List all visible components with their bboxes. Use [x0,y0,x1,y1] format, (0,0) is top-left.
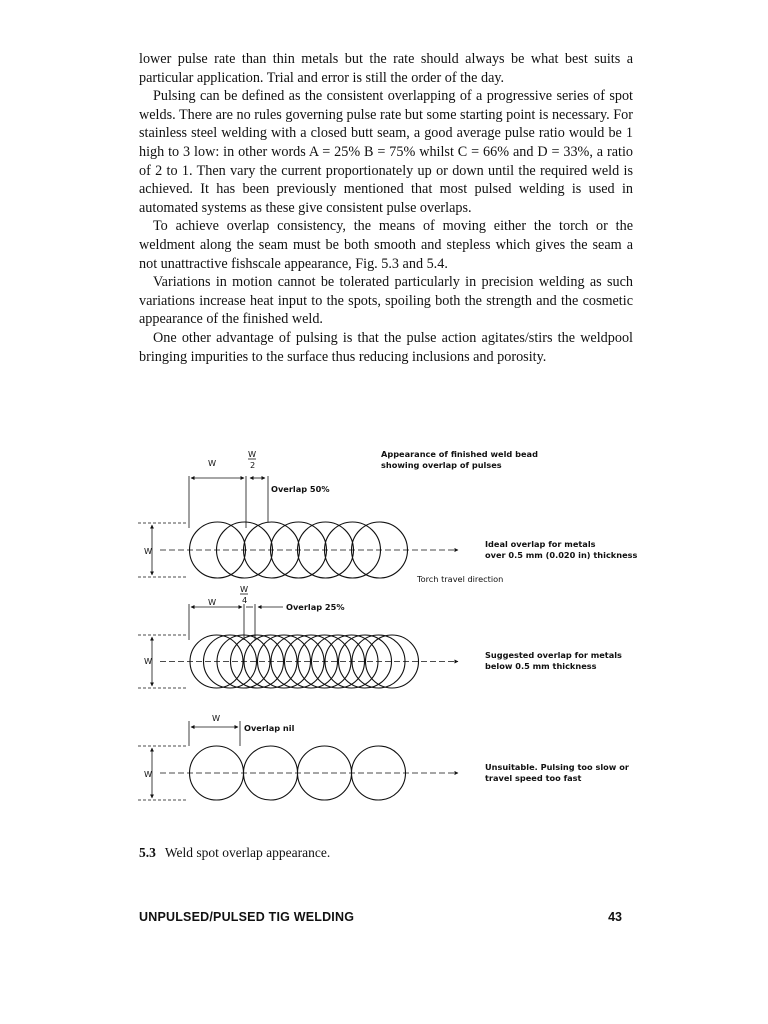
row2-bead-width-label: W [144,656,153,666]
row2-quarter-width-den: 4 [242,595,248,605]
paragraph-3: To achieve overlap consistency, the means of moving either the torch or the weldment along the seam must be both smooth and stepless which gives the seam a not unattractive fishscale appearance, Fig. 5.3 and 5.4. [139,218,633,272]
body-text [139,50,633,366]
figure-caption [139,845,330,861]
figure-title-line2: showing overlap of pulses [381,460,502,470]
row2-width-label: W [208,597,217,607]
row2-note-line2: below 0.5 mm thickness [485,661,597,671]
row1-overlap-label: Overlap 50% [271,484,330,494]
row1-note-line1: Ideal overlap for metals [485,539,596,549]
paragraph-4: Variations in motion cannot be tolerated particularly in precision welding as such variations increase heat input to the spots, spoiling both the strength and the cosmetic appearance of the finished weld. [139,274,633,328]
figure-number: 5.3 [139,845,156,860]
weld-overlap-figure [138,440,638,825]
row3-note-line2: travel speed too fast [485,773,582,783]
paragraph-1: lower pulse rate than thin metals but the rate should always be what best suits a particular application. Trial and error is still the order of the day. [139,51,633,86]
weld-overlap-diagram [138,440,638,825]
row2-overlap-label: Overlap 25% [286,602,345,612]
row3-overlap-label: Overlap nil [244,723,295,733]
travel-direction-label: Torch travel direction [417,574,504,584]
row2-quarter-width-num: W [240,584,249,594]
running-title: UNPULSED/PULSED TIG WELDING [139,910,355,924]
row3-note-line1: Unsuitable. Pulsing too slow or [485,762,629,772]
figure-caption-text: Weld spot overlap appearance. [164,845,331,860]
page-number: 43 [608,910,622,924]
row1-half-width-num: W [248,449,257,459]
figure-title-line1: Appearance of finished weld bead [381,449,538,459]
row3-bead-width-label: W [144,769,153,779]
row-nil-overlap [138,713,630,800]
row1-half-width-den: 2 [250,460,256,470]
row1-width-label: W [208,458,217,468]
row3-width-label: W [212,713,221,723]
row2-note-line1: Suggested overlap for metals [485,650,622,660]
row1-note-line2: over 0.5 mm (0.020 in) thickness [485,550,638,560]
row1-bead-width-label: W [144,546,153,556]
paragraph-2: Pulsing can be defined as the consistent overlapping of a progressive series of spot welds. There are no rules governing pulse rate but some starting point is necessary. For stainless steel welding with a closed butt seam, a good average pulse ratio would be 1 high to 3 low: in other words A = 25% B = 75% whilst C = 66% and D = 33%, a ratio of 2 to 1. Then vary the current proportionately up or down until the required weld is achieved. It has been previously mentioned that most pulsed welding is used in automated systems as these give consistent pulse overlaps. [139,88,633,216]
paragraph-5: One other advantage of pulsing is that the pulse action agitates/stirs the weldpool bringing impurities to the surface thus reducing inclusions and porosity. [139,329,633,365]
row-25-percent [138,584,622,688]
